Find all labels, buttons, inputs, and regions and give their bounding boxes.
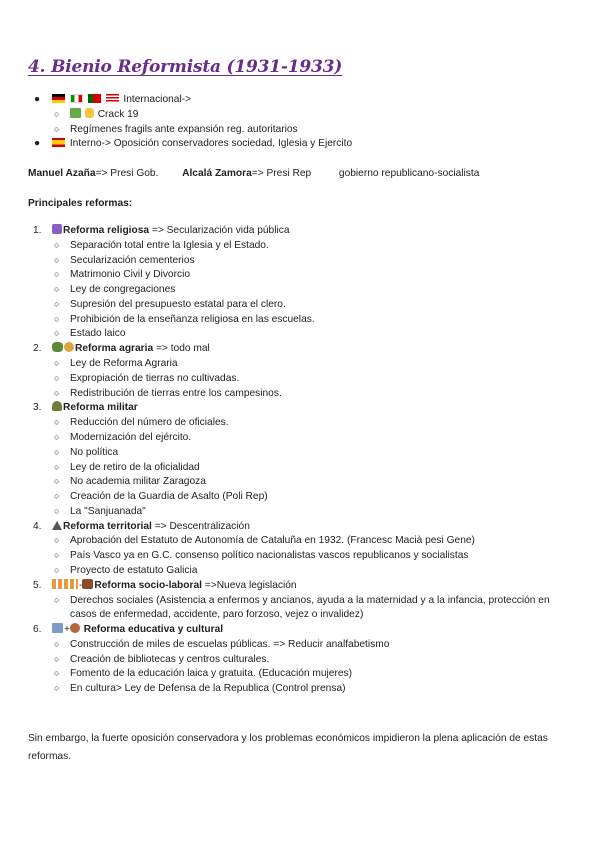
reform-title: Reforma agraria <box>75 343 154 355</box>
item-text: País Vasco ya en G.C. consenso político nacionalistas vascos republicanos y socialistas <box>70 550 469 562</box>
reform-suffix: =>Nueva legislación <box>201 579 297 591</box>
item-text: Ley de Reforma Agraria <box>70 358 178 370</box>
list-item <box>52 283 573 298</box>
reform-item <box>28 520 573 579</box>
reform-number: 2. <box>33 343 42 355</box>
reform-number: 3. <box>33 402 42 414</box>
list-item <box>52 108 568 123</box>
item-text: Matrimonio Civil y Divorcio <box>70 269 191 281</box>
item-text: Secularización cementerios <box>70 254 195 266</box>
money-icon <box>70 108 81 118</box>
reform-number: 5. <box>33 579 42 591</box>
item-text: No política <box>70 446 119 458</box>
briefcase-icon <box>82 579 93 589</box>
bullet: ○ <box>54 446 60 457</box>
list-item <box>52 123 568 138</box>
list-item <box>52 298 573 313</box>
item-text: Estado laico <box>70 328 126 340</box>
azana-role: => Presi Gob. <box>95 168 159 179</box>
bullet: ○ <box>54 417 60 428</box>
item-text: Aprobación del Estatuto de Autonomía de Cataluña en 1932. (Francesc Macià pesi Gene) <box>70 535 475 547</box>
list-item <box>52 431 573 446</box>
bullet: ○ <box>54 387 60 398</box>
bullet: ○ <box>54 550 60 561</box>
bullet: ○ <box>54 328 60 339</box>
list-item <box>52 638 573 653</box>
flag-spain-icon <box>52 138 65 147</box>
reform-title: Reforma militar <box>63 402 138 414</box>
reform-suffix: => Descentralización <box>151 520 250 532</box>
list-item <box>52 387 573 402</box>
reforms-list <box>28 224 573 697</box>
list-item <box>52 505 573 520</box>
reform-item: 5. - Reforma socio-laboral =>Nueva legislación ○ Derechos sociales (Asistencia a enfermos y ancianos, ayuda a la maternidad y a la infancia, protección en casos de enfermedad, accidente, paro forzoso, vejez o invalidez) <box>28 579 573 623</box>
farmer-icon <box>64 342 74 352</box>
bullet: ○ <box>54 298 60 309</box>
item-text: Derechos sociales (Asistencia a enfermos y ancianos, ayuda a la maternidad y a la infancia, protección en casos de enfermedad, accidente, paro forzoso, vejez o invalidez) <box>70 594 550 621</box>
school-icon <box>52 623 63 633</box>
list-item <box>52 534 573 549</box>
tractor-icon <box>52 342 63 352</box>
bullet: ○ <box>54 284 60 295</box>
pointing-hand-icon <box>85 108 94 118</box>
bullet: ● <box>34 138 41 150</box>
crack-text: Crack 19 <box>97 108 139 120</box>
bullet: ○ <box>54 594 60 605</box>
reform-title: Reforma educativa y cultural <box>80 624 224 636</box>
item-text: Creación de bibliotecas y centros culturales. <box>70 653 270 665</box>
gobierno-text: gobierno republicano-socialista <box>338 168 480 179</box>
leaders-line <box>28 167 568 182</box>
workers-icon <box>52 579 78 589</box>
list-item <box>52 372 573 387</box>
cross-icon <box>52 224 62 234</box>
list-item <box>52 475 573 490</box>
bullet: ○ <box>54 461 60 472</box>
regimenes-text: Regímenes fragils ante expansión reg. autoritarios <box>70 123 298 135</box>
list-item <box>52 667 573 682</box>
item-text: En cultura> Ley de Defensa de la Republica (Control prensa) <box>70 683 346 695</box>
internacional-text: Internacional-> <box>123 94 192 105</box>
item-text: Reducción del número de oficiales. <box>70 417 229 429</box>
bullet: ○ <box>54 313 60 324</box>
item-text: Expropiación de tierras no cultivadas. <box>70 372 240 384</box>
page-title: 4. Bienio Reformista (1931-1933) <box>28 57 343 77</box>
principales-heading: Principales reformas: <box>28 198 133 209</box>
list-item <box>52 564 573 579</box>
reform-item <box>28 224 573 342</box>
item-text: Construcción de miles de escuelas públicas. => Reducir analfabetismo <box>70 638 390 650</box>
reform-suffix: => todo mal <box>153 343 210 355</box>
bullet: ● <box>34 94 41 105</box>
bullet: ○ <box>54 358 60 369</box>
item-text: Proyecto de estatuto Galicia <box>70 564 198 576</box>
list-item <box>52 254 573 269</box>
list-item <box>52 313 573 328</box>
item-text: Creación de la Guardia de Asalto (Poli Rep) <box>70 491 268 503</box>
intro-list <box>28 93 568 152</box>
item-text: Separación total entre la Iglesia y el Estado. <box>70 239 269 251</box>
list-item <box>52 357 573 372</box>
list-item <box>52 549 573 564</box>
item-text: Redistribución de tierras entre los campesinos. <box>70 387 282 399</box>
item-text: No academia militar Zaragoza <box>70 476 206 488</box>
bullet: ○ <box>54 123 60 134</box>
reform-item <box>28 342 573 401</box>
reform-number: 6. <box>33 624 42 636</box>
conclusion-paragraph: Sin embargo, la fuerte oposición conservadora y los problemas económicos impidieron la plena aplicación de estas reformas. <box>28 733 548 762</box>
list-item <box>52 416 573 431</box>
zamora-role: => Presi Rep <box>251 168 312 179</box>
flag-italy-icon <box>70 94 83 103</box>
reform-title: Reforma religiosa <box>63 225 150 236</box>
bullet: ○ <box>54 491 60 502</box>
bullet: ○ <box>54 653 60 664</box>
bullet: ○ <box>54 535 60 546</box>
reform-number: 1. <box>33 225 42 236</box>
item-text: Modernización del ejército. <box>70 431 192 443</box>
reform-title: Reforma socio-laboral <box>94 579 202 591</box>
item-text: Prohibición de la enseñanza religiosa en las escuelas. <box>70 313 315 325</box>
bullet: ○ <box>54 239 60 250</box>
item-text: Fomento de la educación laica y gratuita. (Educación mujeres) <box>70 668 353 680</box>
reform-item: 6. + Reforma educativa y cultural ○ Construcción de miles de escuelas públicas. => Reducir analfabetismo ○ Creación de bibliotecas y centros culturales. ○ Fomento de la educación laica y gratuita. (Educación mujeres) ○ En cultura> Ley de Defensa de la Republica (Control prensa) <box>28 623 573 697</box>
item-text: Ley de retiro de la oficialidad <box>70 461 200 473</box>
list-item <box>52 327 573 342</box>
bullet: ○ <box>54 254 60 265</box>
reform-title: Reforma territorial <box>63 520 152 532</box>
azana-name: Manuel Azaña <box>28 168 96 179</box>
list-item <box>52 446 573 461</box>
item-text: Supresión del presupuesto estatal para el clero. <box>70 298 286 310</box>
list-item <box>52 490 573 505</box>
bullet: ○ <box>54 269 60 280</box>
list-item <box>52 594 573 624</box>
reform-item <box>28 401 573 519</box>
item-text: Ley de congregaciones <box>70 284 176 296</box>
flag-germany-icon <box>52 94 65 103</box>
bullet: ○ <box>54 108 60 119</box>
reform-suffix: => Secularización vida pública <box>149 225 290 236</box>
bullet: ○ <box>54 668 60 679</box>
list-item <box>52 239 573 254</box>
bullet: ○ <box>54 505 60 516</box>
list-item <box>52 653 573 668</box>
bullet: ○ <box>54 638 60 649</box>
reform-number: 4. <box>33 520 42 532</box>
bullet: ○ <box>54 564 60 575</box>
flag-portugal-icon <box>88 94 101 103</box>
list-item <box>52 268 573 283</box>
list-item <box>52 461 573 476</box>
item-text: La "Sanjuanada" <box>70 505 146 517</box>
bullet: ○ <box>54 683 60 694</box>
list-item <box>28 93 568 137</box>
helmet-icon <box>52 401 62 411</box>
bullet: ○ <box>54 431 60 442</box>
list-item <box>28 137 568 152</box>
bullet: ○ <box>54 372 60 383</box>
list-item <box>52 682 573 697</box>
zamora-name: Alcalá Zamora <box>182 168 252 179</box>
flag-usa-icon <box>106 94 119 103</box>
bullet: ○ <box>54 476 60 487</box>
globe-icon <box>70 623 80 633</box>
interno-text: Interno-> Oposición conservadores sociedad, Iglesia y Ejercito <box>69 138 353 150</box>
mountain-icon <box>52 521 62 530</box>
